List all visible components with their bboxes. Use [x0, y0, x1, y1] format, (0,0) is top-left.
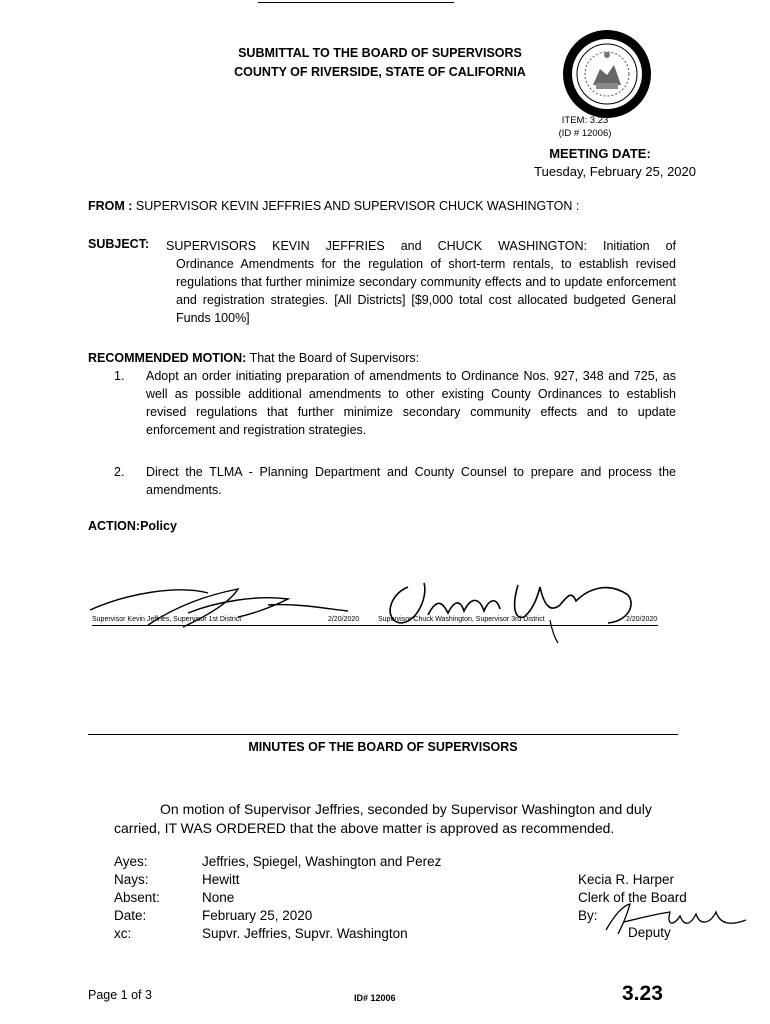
- vote-value: Supvr. Jeffries, Supvr. Washington: [202, 926, 408, 941]
- vote-row: [114, 907, 441, 925]
- recommended-intro: That the Board of Supervisors:: [249, 351, 420, 365]
- county-title: COUNTY OF RIVERSIDE, STATE OF CALIFORNIA: [234, 65, 526, 79]
- minutes-motion-line2: carried, IT WAS ORDERED that the above matter is approved as recommended.: [114, 820, 615, 836]
- vote-key: Date:: [114, 908, 147, 923]
- vote-row: [114, 889, 441, 907]
- meeting-date-label: MEETING DATE:: [549, 146, 651, 161]
- signature-line: [92, 625, 658, 626]
- clerk-title: Clerk of the Board: [578, 890, 687, 905]
- subject-label: SUBJECT:: [88, 237, 150, 251]
- signature-image: [88, 565, 668, 645]
- deputy-label: Deputy: [628, 925, 671, 940]
- vote-key: Ayes:: [114, 854, 148, 869]
- recommended-motion: [88, 351, 419, 365]
- vote-key: Absent:: [114, 890, 160, 905]
- submittal-title: SUBMITTAL TO THE BOARD OF SUPERVISORS: [238, 46, 522, 60]
- subject-first-line: SUPERVISORS KEVIN JEFFRIES and CHUCK WASHINGTON: Initiation of: [166, 239, 676, 253]
- vote-row: [114, 853, 441, 871]
- vote-value: Jeffries, Spiegel, Washington and Perez: [202, 854, 442, 869]
- minutes-motion: [114, 800, 694, 838]
- vote-row: [114, 871, 441, 889]
- motion-item-text: Direct the TLMA - Planning Department and County Counsel to prepare and process the amendments.: [146, 465, 676, 497]
- vote-value: Hewitt: [202, 872, 240, 887]
- minutes-title: MINUTES OF THE BOARD OF SUPERVISORS: [248, 740, 518, 754]
- vote-value: February 25, 2020: [202, 908, 313, 923]
- motion-item: [114, 463, 676, 499]
- motion-item-number: 2.: [114, 465, 125, 479]
- action-policy: ACTION:Policy: [88, 519, 177, 533]
- county-seal-icon: [560, 27, 654, 121]
- from-line: [88, 199, 579, 213]
- footer-item-number: 3.23: [622, 982, 663, 1005]
- vote-table: [114, 853, 441, 943]
- subject-text: [166, 237, 676, 327]
- motion-item-number: 1.: [114, 369, 125, 383]
- vote-key: Nays:: [114, 872, 149, 887]
- subject-body: Ordinance Amendments for the regulation of short-term rentals, to establish revised regulations that further minimize secondary community effects and to update enforcement and registration strategies. [All Districts] [$9,000 total cost allocated budgeted General Funds 100%]: [176, 257, 676, 325]
- meeting-date: Tuesday, February 25, 2020: [534, 164, 696, 179]
- page-number: Page 1 of 3: [88, 988, 152, 1002]
- vote-value: None: [202, 890, 235, 905]
- recommended-label: RECOMMENDED MOTION:: [88, 351, 247, 365]
- from-label: FROM :: [88, 199, 133, 213]
- clerk-signature-image: [600, 896, 750, 940]
- footer-id: ID# 12006: [354, 993, 396, 1003]
- signature-date-right: 2/20/2020: [626, 616, 658, 623]
- vote-row: [114, 925, 441, 943]
- minutes-divider: [88, 734, 678, 735]
- vote-key: xc:: [114, 926, 132, 941]
- minutes-motion-line1: On motion of Supervisor Jeffries, seconded by Supervisor Washington and duly: [160, 801, 652, 817]
- signature-caption-right: Supervisor Chuck Washington, Supervisor 3rd District: [378, 616, 545, 623]
- motion-item: [114, 367, 676, 439]
- motion-item-text: Adopt an order initiating preparation of amendments to Ordinance Nos. 927, 348 and 725, as well as possible additional amendments to other existing County Ordinances to establish revised regulations that further minimize secondary community effects and to update enforcement and registration strategies.: [146, 369, 676, 437]
- signature-date-left: 2/20/2020: [328, 616, 360, 623]
- from-text: SUPERVISOR KEVIN JEFFRIES AND SUPERVISOR CHUCK WASHINGTON :: [135, 199, 580, 213]
- top-rule: [258, 2, 454, 3]
- item-number: ITEM: 3.23: [561, 115, 609, 126]
- item-id: (ID # 12006): [558, 128, 612, 139]
- clerk-by: By:: [578, 908, 598, 923]
- signature-caption-left: Supervisor Kevin Jeffries, Supervisor 1st District: [92, 616, 242, 623]
- clerk-name: Kecia R. Harper: [578, 872, 675, 887]
